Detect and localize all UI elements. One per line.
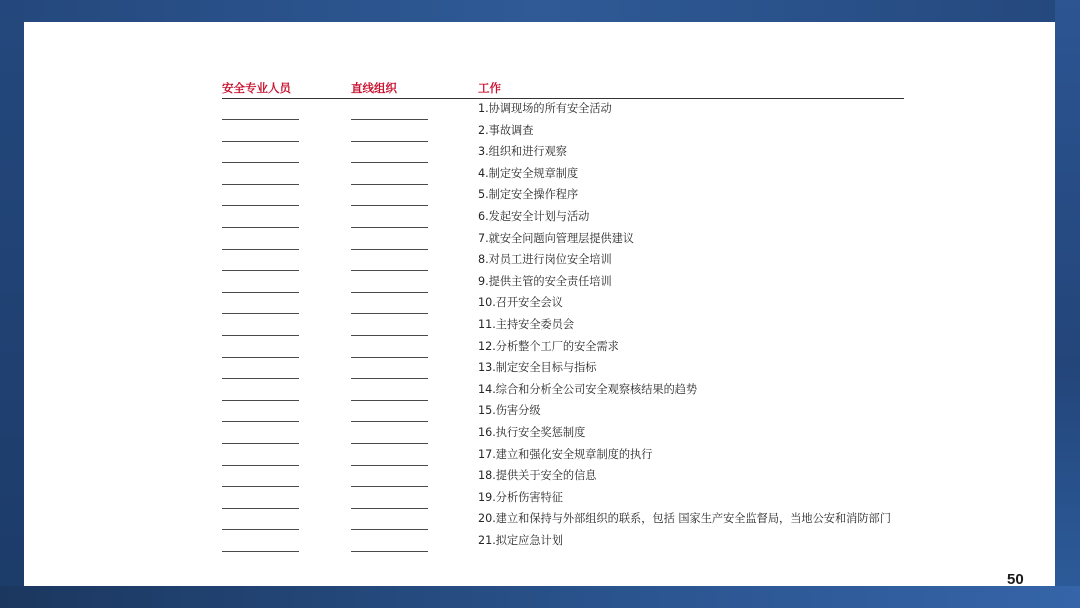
safety-specialist-blank — [222, 443, 299, 444]
page-number: 50 — [1007, 571, 1024, 588]
task-item: 15.伤害分级 — [478, 404, 541, 418]
safety-specialist-blank — [222, 141, 299, 142]
task-item: 20.建立和保持与外部组织的联系，包括 国家生产安全监督局，当地公安和消防部门 — [478, 512, 891, 526]
header-rule — [222, 98, 904, 99]
task-item: 14.综合和分析全公司安全观察核结果的趋势 — [478, 382, 698, 396]
frame-top — [0, 0, 1080, 22]
safety-specialist-blank — [222, 292, 299, 293]
line-organization-blank — [351, 529, 428, 530]
safety-specialist-blank — [222, 465, 299, 466]
line-organization-blank — [351, 335, 428, 336]
line-organization-blank — [351, 184, 428, 185]
safety-specialist-blank — [222, 400, 299, 401]
safety-specialist-blank — [222, 184, 299, 185]
frame-left — [0, 0, 24, 608]
frame-right — [1055, 0, 1080, 608]
safety-specialist-blank — [222, 313, 299, 314]
line-organization-blank — [351, 465, 428, 466]
task-item: 9.提供主管的安全责任培训 — [478, 274, 612, 288]
task-item: 5.制定安全操作程序 — [478, 188, 579, 202]
line-organization-blank — [351, 270, 428, 271]
task-item: 21.拟定应急计划 — [478, 534, 563, 547]
task-item: 7.就安全问题向管理层提供建议 — [478, 231, 635, 245]
safety-specialist-blank — [222, 551, 299, 552]
safety-specialist-blank — [222, 270, 299, 271]
line-organization-blank — [351, 162, 428, 163]
task-item: 18.提供关于安全的信息 — [478, 469, 597, 483]
line-organization-blank — [351, 141, 428, 142]
task-item: 4.制定安全规章制度 — [478, 166, 579, 180]
line-organization-blank — [351, 551, 428, 552]
safety-specialist-blank — [222, 529, 299, 530]
safety-specialist-blank — [222, 421, 299, 422]
task-item: 19.分析伤害特征 — [478, 490, 563, 504]
safety-specialist-blank — [222, 378, 299, 379]
safety-specialist-blank — [222, 227, 299, 228]
safety-specialist-blank — [222, 357, 299, 358]
task-item: 11.主持安全委员会 — [478, 318, 575, 331]
header-safety-specialist: 安全专业人员 — [222, 81, 291, 95]
line-organization-blank — [351, 508, 428, 509]
safety-specialist-blank — [222, 486, 299, 487]
task-item: 12.分析整个工厂的安全需求 — [478, 339, 619, 353]
safety-specialist-blank — [222, 119, 299, 120]
task-item: 6.发起安全计划与活动 — [478, 210, 590, 223]
task-item: 17.建立和强化安全规章制度的执行 — [478, 447, 653, 461]
task-item: 10.召开安全会议 — [478, 296, 563, 310]
frame-bottom — [0, 586, 1080, 608]
task-item: 1.协调现场的所有安全活动 — [478, 102, 612, 115]
line-organization-blank — [351, 357, 428, 358]
line-organization-blank — [351, 443, 428, 444]
safety-specialist-blank — [222, 508, 299, 509]
task-item: 16.执行安全奖惩制度 — [478, 426, 586, 439]
line-organization-blank — [351, 249, 428, 250]
line-organization-blank — [351, 421, 428, 422]
safety-specialist-blank — [222, 249, 299, 250]
line-organization-blank — [351, 227, 428, 228]
slide-content — [24, 22, 1055, 586]
task-item: 8.对员工进行岗位安全培训 — [478, 253, 612, 267]
safety-specialist-blank — [222, 335, 299, 336]
header-line-organization: 直线组织 — [351, 81, 397, 95]
line-organization-blank — [351, 205, 428, 206]
line-organization-blank — [351, 292, 428, 293]
line-organization-blank — [351, 378, 428, 379]
task-item: 2.事故调查 — [478, 123, 534, 137]
safety-specialist-blank — [222, 162, 299, 163]
line-organization-blank — [351, 400, 428, 401]
safety-specialist-blank — [222, 205, 299, 206]
line-organization-blank — [351, 119, 428, 120]
task-item: 3.组织和进行观察 — [478, 145, 567, 159]
line-organization-blank — [351, 486, 428, 487]
line-organization-blank — [351, 313, 428, 314]
task-item: 13.制定安全目标与指标 — [478, 361, 597, 375]
header-work: 工作 — [478, 81, 501, 95]
